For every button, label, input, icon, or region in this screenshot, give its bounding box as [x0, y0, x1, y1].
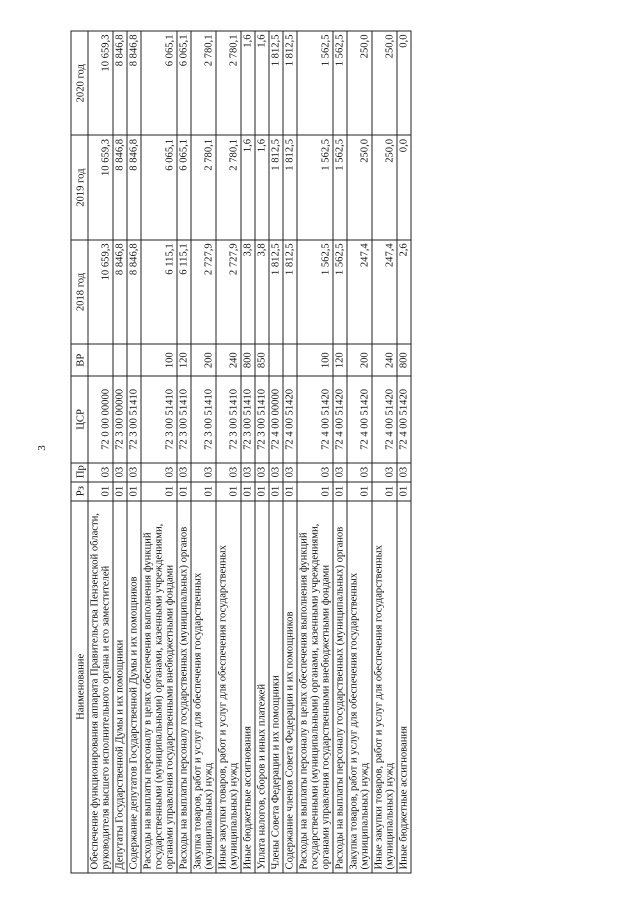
row-csr: 72 3 00 51410 [191, 376, 216, 462]
row-rz: 01 [88, 482, 113, 501]
row-2018: 1 562,5 [333, 240, 347, 344]
row-csr: 72 3 00 51410 [216, 376, 241, 462]
row-name: Закупка товаров, работ и услуг для обеспечения государственных (муниципальных) нужд [347, 501, 372, 873]
row-rz: 01 [347, 482, 372, 501]
row-rz: 01 [333, 482, 347, 501]
table-row [177, 31, 191, 873]
table-row [283, 31, 297, 873]
row-2019: 1,6 [241, 135, 255, 239]
row-2019: 1 562,5 [297, 135, 333, 239]
row-rz: 01 [372, 482, 397, 501]
row-rz: 01 [113, 482, 127, 501]
row-2019: 1 562,5 [333, 135, 347, 239]
header-name: Наименование [71, 501, 88, 873]
row-pr: 03 [297, 463, 333, 482]
row-2019: 2 780,1 [216, 135, 241, 239]
row-pr: 03 [177, 463, 191, 482]
row-csr: 72 3 00 51410 [255, 376, 269, 462]
row-csr: 72 4 00 51420 [283, 376, 297, 462]
row-vr: 120 [333, 344, 347, 376]
row-2018: 6 115,1 [141, 240, 177, 344]
header-2018: 2018 год [71, 240, 88, 344]
row-vr: 200 [191, 344, 216, 376]
row-rz: 01 [297, 482, 333, 501]
table-header-row [71, 31, 88, 873]
table-row [269, 31, 283, 873]
row-csr: 72 0 00 00000 [88, 376, 113, 462]
table-row [127, 31, 141, 873]
table-row [255, 31, 269, 873]
row-2018: 3,8 [241, 240, 255, 344]
row-csr: 72 4 00 51420 [372, 376, 397, 462]
row-pr: 03 [141, 463, 177, 482]
row-csr: 72 4 00 51420 [397, 376, 411, 462]
row-2019: 0,0 [397, 135, 411, 239]
row-rz: 01 [127, 482, 141, 501]
table-row [191, 31, 216, 873]
row-name: Депутаты Государственной Думы и их помощники [113, 501, 127, 873]
row-pr: 03 [397, 463, 411, 482]
row-csr: 72 3 00 00000 [113, 376, 127, 462]
row-csr: 72 4 00 00000 [269, 376, 283, 462]
row-2020: 10 659,3 [88, 31, 113, 135]
row-name: Иные бюджетные ассигнования [397, 501, 411, 873]
row-2020: 250,0 [372, 31, 397, 135]
row-rz: 01 [241, 482, 255, 501]
row-2019: 1 812,5 [269, 135, 283, 239]
row-2019: 1,6 [255, 135, 269, 239]
row-2020: 1 812,5 [269, 31, 283, 135]
row-2018: 1 562,5 [297, 240, 333, 344]
header-pr: Пр [71, 463, 88, 482]
row-csr: 72 3 00 51410 [141, 376, 177, 462]
row-2020: 0,0 [397, 31, 411, 135]
row-vr: 240 [216, 344, 241, 376]
row-vr: 100 [297, 344, 333, 376]
row-rz: 01 [269, 482, 283, 501]
row-2018: 6 115,1 [177, 240, 191, 344]
row-rz: 01 [191, 482, 216, 501]
row-pr: 03 [333, 463, 347, 482]
row-2018: 1 812,5 [269, 240, 283, 344]
row-vr: 800 [241, 344, 255, 376]
row-2020: 6 065,1 [141, 31, 177, 135]
table-row [241, 31, 255, 873]
row-rz: 01 [141, 482, 177, 501]
row-rz: 01 [283, 482, 297, 501]
row-vr [283, 344, 297, 376]
row-vr: 240 [372, 344, 397, 376]
row-pr: 03 [347, 463, 372, 482]
row-2018: 8 846,8 [113, 240, 127, 344]
row-2019: 8 846,8 [113, 135, 127, 239]
row-2020: 1 562,5 [297, 31, 333, 135]
row-vr [88, 344, 113, 376]
rotated-table-container [70, 31, 570, 874]
row-csr: 72 3 00 51410 [177, 376, 191, 462]
row-name: Содержание депутатов Государственной Думы и их помощников [127, 501, 141, 873]
row-2019: 250,0 [372, 135, 397, 239]
row-name: Иные бюджетные ассигнования [241, 501, 255, 873]
row-2020: 2 780,1 [191, 31, 216, 135]
budget-table [70, 31, 411, 874]
row-pr: 03 [216, 463, 241, 482]
table-row [297, 31, 333, 873]
row-vr: 120 [177, 344, 191, 376]
row-rz: 01 [255, 482, 269, 501]
row-name: Расходы на выплаты персоналу государственных (муниципальных) органов [177, 501, 191, 873]
row-vr: 850 [255, 344, 269, 376]
row-name: Обеспечение функционирования аппарата Правительства Пензенской области, руководителя высшего исполнительного органа и его заместителей [88, 501, 113, 873]
row-vr: 800 [397, 344, 411, 376]
row-2018: 10 659,3 [88, 240, 113, 344]
row-vr: 200 [347, 344, 372, 376]
row-2020: 1 812,5 [283, 31, 297, 135]
row-pr: 03 [113, 463, 127, 482]
header-rz: Рз [71, 482, 88, 501]
row-name: Содержание членов Совета Федерации и их помощников [283, 501, 297, 873]
table-row [216, 31, 241, 873]
row-name: Расходы на выплаты персоналу в целях обеспечения выполнения функций государственными (муниципальными) органами, казенными учреждениями, органами управления государственными внебюджетными фондами [297, 501, 333, 873]
row-name: Уплата налогов, сборов и иных платежей [255, 501, 269, 873]
row-2018: 2 727,9 [191, 240, 216, 344]
row-2020: 1,6 [255, 31, 269, 135]
row-pr: 03 [127, 463, 141, 482]
row-2019: 2 780,1 [191, 135, 216, 239]
row-csr: 72 3 00 51410 [127, 376, 141, 462]
row-vr: 100 [141, 344, 177, 376]
page-number: 3 [36, 445, 48, 451]
row-csr: 72 4 00 51420 [333, 376, 347, 462]
table-row [397, 31, 411, 873]
row-2020: 2 780,1 [216, 31, 241, 135]
row-csr: 72 4 00 51420 [297, 376, 333, 462]
row-2020: 8 846,8 [113, 31, 127, 135]
header-csr: ЦСР [71, 376, 88, 462]
row-2020: 6 065,1 [177, 31, 191, 135]
row-2020: 250,0 [347, 31, 372, 135]
row-name: Иные закупки товаров, работ и услуг для обеспечения государственных (муниципальных) нужд [372, 501, 397, 873]
row-2018: 2 727,9 [216, 240, 241, 344]
row-2018: 247,4 [347, 240, 372, 344]
row-2018: 1 812,5 [283, 240, 297, 344]
row-pr: 03 [372, 463, 397, 482]
row-pr: 03 [269, 463, 283, 482]
table-row [347, 31, 372, 873]
header-2020: 2020 год [71, 31, 88, 135]
row-2018: 247,4 [372, 240, 397, 344]
row-2019: 8 846,8 [127, 135, 141, 239]
table-row [333, 31, 347, 873]
row-2019: 6 065,1 [177, 135, 191, 239]
table-row [372, 31, 397, 873]
row-2019: 10 659,3 [88, 135, 113, 239]
row-csr: 72 3 00 51410 [241, 376, 255, 462]
header-2019: 2019 год [71, 135, 88, 239]
table-row [113, 31, 127, 873]
header-vr: ВР [71, 344, 88, 376]
row-vr [113, 344, 127, 376]
row-rz: 01 [397, 482, 411, 501]
row-vr [269, 344, 283, 376]
row-2019: 6 065,1 [141, 135, 177, 239]
row-name: Иные закупки товаров, работ и услуг для обеспечения государственных (муниципальных) нужд [216, 501, 241, 873]
row-csr: 72 4 00 51420 [347, 376, 372, 462]
row-pr: 03 [255, 463, 269, 482]
row-2018: 2,6 [397, 240, 411, 344]
row-name: Расходы на выплаты персоналу в целях обеспечения выполнения функций государственными (муниципальными) органами, казенными учреждениями, органами управления государственными внебюджетными фондами [141, 501, 177, 873]
row-name: Члены Совета Федерации и их помощники [269, 501, 283, 873]
row-2018: 3,8 [255, 240, 269, 344]
row-name: Закупка товаров, работ и услуг для обеспечения государственных (муниципальных) нужд [191, 501, 216, 873]
row-pr: 03 [283, 463, 297, 482]
row-pr: 03 [191, 463, 216, 482]
row-2020: 1 562,5 [333, 31, 347, 135]
row-2018: 8 846,8 [127, 240, 141, 344]
row-rz: 01 [177, 482, 191, 501]
row-rz: 01 [216, 482, 241, 501]
row-2019: 1 812,5 [283, 135, 297, 239]
row-2020: 8 846,8 [127, 31, 141, 135]
table-row [141, 31, 177, 873]
row-name: Расходы на выплаты персоналу государственных (муниципальных) органов [333, 501, 347, 873]
row-2019: 250,0 [347, 135, 372, 239]
table-row [88, 31, 113, 873]
row-vr [127, 344, 141, 376]
row-2020: 1,6 [241, 31, 255, 135]
row-pr: 03 [241, 463, 255, 482]
row-pr: 03 [88, 463, 113, 482]
